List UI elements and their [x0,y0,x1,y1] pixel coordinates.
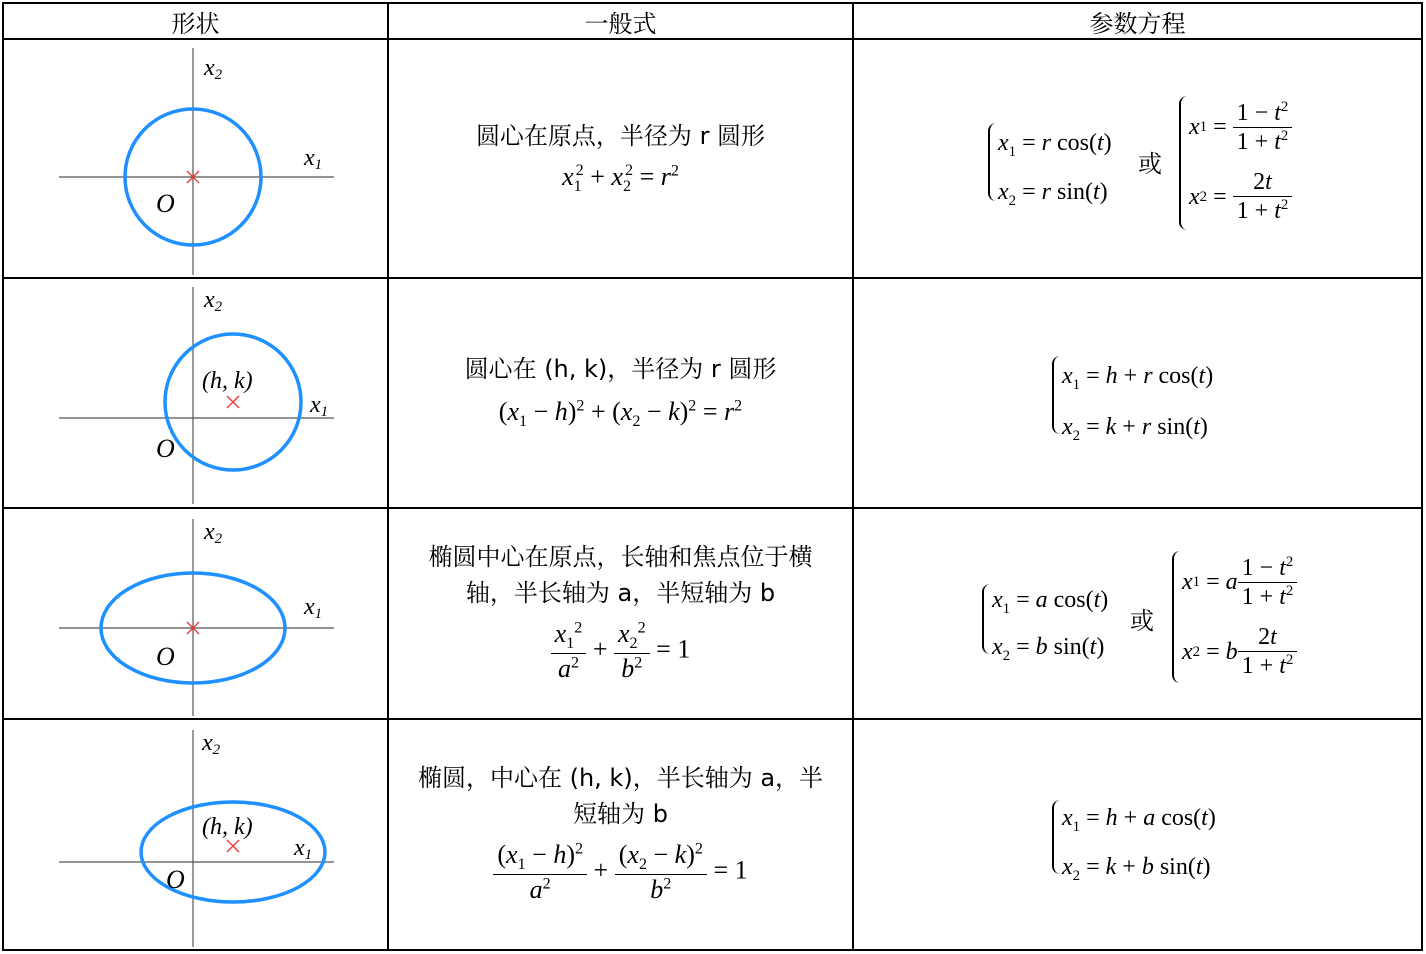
origin-label: O [156,189,175,218]
row3-general-formula: $\frac{x_1^2}{a^2}$ + $\frac{x_2^2}{b^2}$ = 1 [389,619,852,684]
header-general-label: 一般式 [584,9,657,38]
row1-param-system-b: x 1 = $\frac{1 - t^2}{1 + t^2}$ x 2 = $\frac{2t}{1 + t^2}$ [1189,92,1292,232]
x2-axis-label: x2 [204,55,223,83]
x2-axis-label: x2 [204,519,223,547]
row1-or: 或 [1138,152,1162,178]
row3-desc-line1: 椭圆中心在原点，长轴和焦点位于横 [428,543,813,571]
row1-param-cell [852,38,1423,279]
row2-general-cell [387,277,854,509]
x2-axis-label: x2 [202,730,221,758]
header-general [387,2,854,40]
header-shape-label: 形状 [171,9,220,38]
row3-shape-cell [2,507,389,720]
row1-shape-cell [2,38,389,279]
row3-general-cell [387,507,854,720]
row4-desc-line2: 短轴为 b [573,800,668,828]
origin-label: O [166,865,185,894]
x1-axis-label: x1 [310,392,329,420]
header-shape [2,2,389,40]
x1-axis-label: x1 [304,594,323,622]
x2-axis-label: x2 [204,287,223,315]
row2-param-cell [852,277,1423,509]
row3-param-system-a: $x_1 = a$ cos(t) $x_2 = b$ sin(t) [992,587,1109,664]
row2-shape-cell [2,277,389,509]
ellipse-offset-diagram [4,720,387,949]
row4-param-cell [852,718,1423,951]
center-label: (h, k) [202,368,253,394]
row3-param-cell [852,507,1423,720]
shapes-table [2,2,1423,951]
row3-desc-line2: 轴，半长轴为 a，半短轴为 b [465,579,776,607]
row2-param-system: $x_1 = h + r$ cos(t) $x_2 = k + r$ sin(t) [1062,363,1214,444]
row1-general-formula: $x_1^2 + x_2^2 = r^2$ [562,162,679,196]
row3-or: 或 [1130,609,1154,635]
circle-offset-diagram [4,279,387,507]
row1-desc: 圆心在原点，半径为 r 圆形 [475,122,766,150]
row4-shape-cell [2,718,389,951]
origin-label: O [156,642,175,671]
origin-label: O [156,434,175,463]
row3-param-system-b: x 1 = a $\frac{1 - t^2}{1 + t^2}$ x 2 = b $\frac{2t}{1 + t^2}$ [1182,547,1297,687]
row4-general-cell [387,718,854,951]
header-param-label: 参数方程 [1089,9,1186,38]
row4-desc-line1: 椭圆，中心在 (h, k)，半长轴为 a，半 [417,764,824,792]
center-marker-icon [227,840,239,852]
x1-axis-label: x1 [304,145,323,173]
circle-origin-diagram [4,40,387,277]
row1-general-cell [387,38,854,279]
center-marker-icon [227,396,239,408]
row2-general-formula: $(x_1 - h)^2 + (x_2 - k)^2 = r^2$ [498,397,743,431]
center-label: (h, k) [202,814,253,840]
row1-param-system-a: $x_1 = r$ cos(t) $x_2 = r$ sin(t) [998,130,1112,209]
row2-desc: 圆心在 (h, k)，半径为 r 圆形 [464,355,777,383]
ellipse-origin-diagram [4,509,387,718]
header-param [852,2,1423,40]
x1-axis-label: x1 [294,835,313,863]
row4-param-system: $x_1 = h + a$ cos(t) $x_2 = k + b$ sin(t) [1062,805,1216,884]
row4-general-formula: $\frac{(x_1 - h)^2}{a^2}$ + $\frac{(x_2 - k)^2}{b^2}$ = 1 [389,840,852,905]
